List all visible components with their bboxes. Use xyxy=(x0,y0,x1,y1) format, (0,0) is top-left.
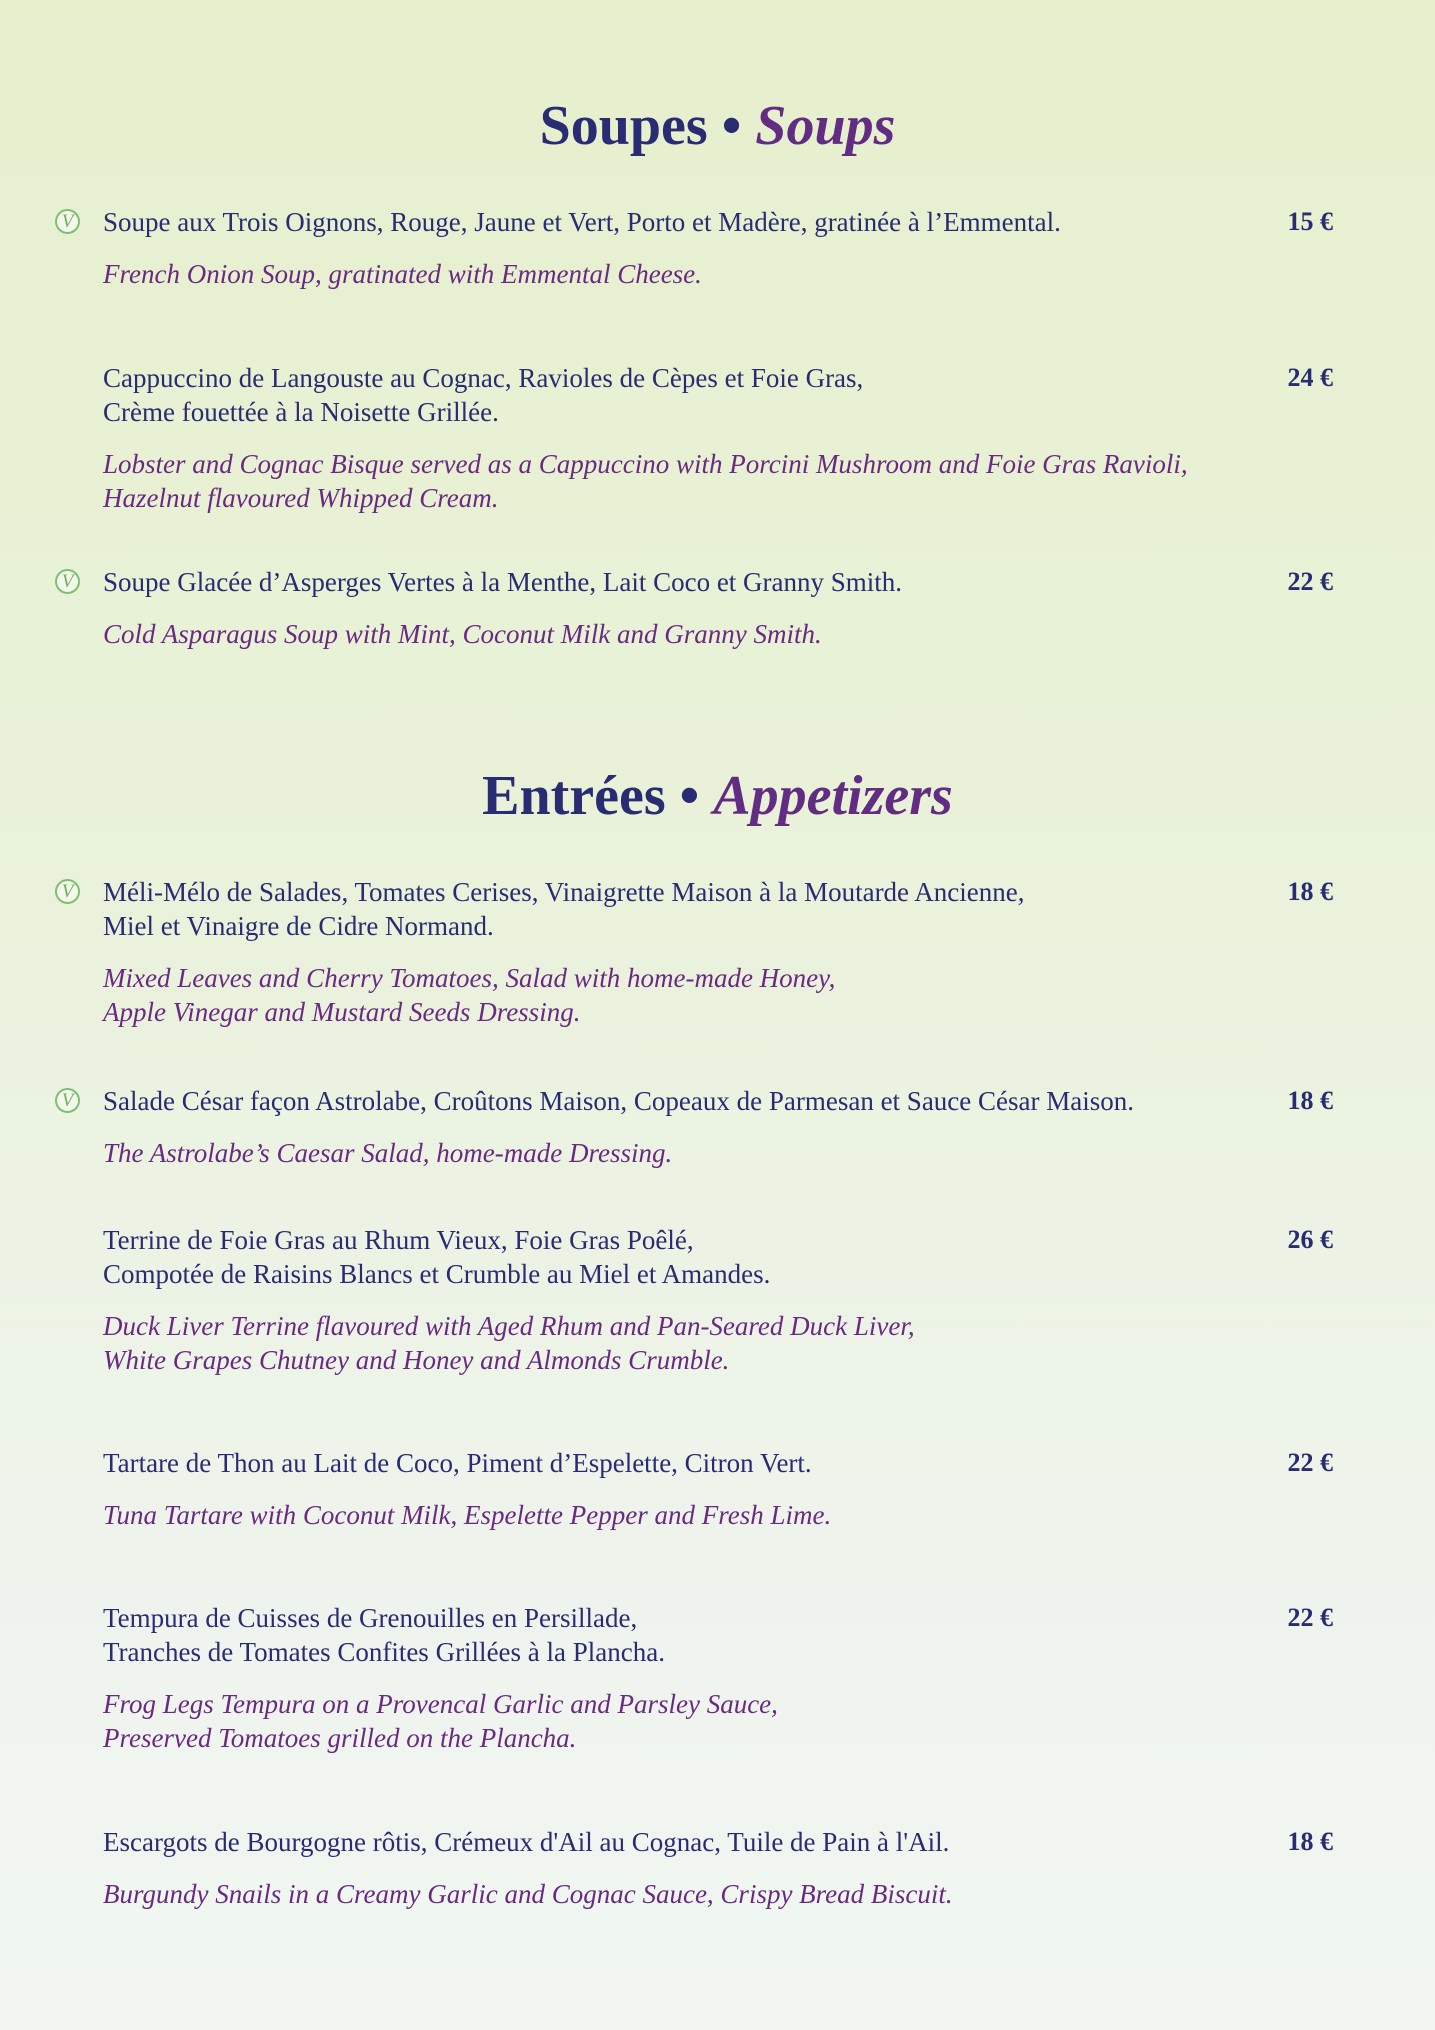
item-price: 18 € xyxy=(1287,877,1333,906)
item-name-en: Cold Asparagus Soup with Mint, Coconut Milk and Granny Smith. xyxy=(103,619,822,649)
menu-item xyxy=(61,205,1333,291)
item-name-fr: Tartare de Thon au Lait de Coco, Piment d’Espelette, Citron Vert. xyxy=(103,1448,812,1478)
menu-item xyxy=(103,1446,1333,1532)
item-name-en: Frog Legs Tempura on a Provencal Garlic and Parsley Sauce, Preserved Tomatoes grilled on the Plancha. xyxy=(103,1689,778,1753)
vegetarian-icon: V xyxy=(55,879,80,904)
item-name-fr: Salade César façon Astrolabe, Croûtons Maison, Copeaux de Parmesan et Sauce César Maison. xyxy=(103,1086,1134,1116)
item-price: 24 € xyxy=(1287,363,1333,392)
item-name-en: French Onion Soup, gratinated with Emmental Cheese. xyxy=(103,259,702,289)
item-price: 22 € xyxy=(1287,1603,1333,1632)
item-name-fr: Soupe aux Trois Oignons, Rouge, Jaune et Vert, Porto et Madère, gratinée à l’Emmental. xyxy=(103,207,1061,237)
appetizers-title-en: Appetizers xyxy=(713,765,953,827)
menu-item xyxy=(103,361,1333,515)
item-price: 26 € xyxy=(1287,1225,1333,1254)
item-price: 22 € xyxy=(1287,567,1333,596)
item-name-en: Tuna Tartare with Coconut Milk, Espelette Pepper and Fresh Lime. xyxy=(103,1500,832,1530)
item-name-fr: Escargots de Bourgogne rôtis, Crémeux d'Ail au Cognac, Tuile de Pain à l'Ail. xyxy=(103,1827,950,1857)
menu-item xyxy=(61,565,1333,651)
item-name-en: Burgundy Snails in a Creamy Garlic and Cognac Sauce, Crispy Bread Biscuit. xyxy=(103,1879,953,1909)
item-price: 18 € xyxy=(1287,1086,1333,1115)
item-price: 18 € xyxy=(1287,1827,1333,1856)
item-name-fr: Cappuccino de Langouste au Cognac, Ravioles de Cèpes et Foie Gras, Crème fouettée à la Noisette Grillée. xyxy=(103,363,864,427)
menu-item xyxy=(103,1223,1333,1377)
appetizers-heading xyxy=(0,765,1435,827)
item-name-en: Mixed Leaves and Cherry Tomatoes, Salad with home-made Honey, Apple Vinegar and Mustard Seeds Dressing. xyxy=(103,963,836,1027)
vegetarian-icon: V xyxy=(55,1088,80,1113)
menu-item xyxy=(61,1084,1333,1170)
item-price: 15 € xyxy=(1287,207,1333,236)
item-name-fr: Soupe Glacée d’Asperges Vertes à la Menthe, Lait Coco et Granny Smith. xyxy=(103,567,903,597)
item-name-en: The Astrolabe’s Caesar Salad, home-made Dressing. xyxy=(103,1138,673,1168)
vegetarian-icon: V xyxy=(55,569,80,594)
item-price: 22 € xyxy=(1287,1448,1333,1477)
item-name-fr: Terrine de Foie Gras au Rhum Vieux, Foie Gras Poêlé, Compotée de Raisins Blancs et Crumble au Miel et Amandes. xyxy=(103,1225,771,1289)
soups-heading xyxy=(0,95,1435,157)
item-name-fr: Méli-Mélo de Salades, Tomates Cerises, Vinaigrette Maison à la Moutarde Ancienne, Miel et Vinaigre de Cidre Normand. xyxy=(103,877,1025,941)
menu-item xyxy=(103,1601,1333,1755)
soups-title-fr: Soupes xyxy=(539,95,708,157)
item-name-en: Duck Liver Terrine flavoured with Aged Rhum and Pan-Seared Duck Liver, White Grapes Chutney and Honey and Almonds Crumble. xyxy=(103,1311,915,1375)
appetizers-title-fr: Entrées xyxy=(482,765,666,827)
vegetarian-icon: V xyxy=(55,209,80,234)
menu-item xyxy=(103,1825,1333,1911)
item-name-en: Lobster and Cognac Bisque served as a Cappuccino with Porcini Mushroom and Foie Gras Ravioli, Hazelnut flavoured Whipped Cream. xyxy=(103,449,1188,513)
item-name-fr: Tempura de Cuisses de Grenouilles en Persillade, Tranches de Tomates Confites Grillées à la Plancha. xyxy=(103,1603,665,1667)
menu-item xyxy=(61,875,1333,1029)
title-separator: • xyxy=(679,765,700,827)
title-separator: • xyxy=(721,95,742,157)
soups-title-en: Soups xyxy=(755,95,896,157)
